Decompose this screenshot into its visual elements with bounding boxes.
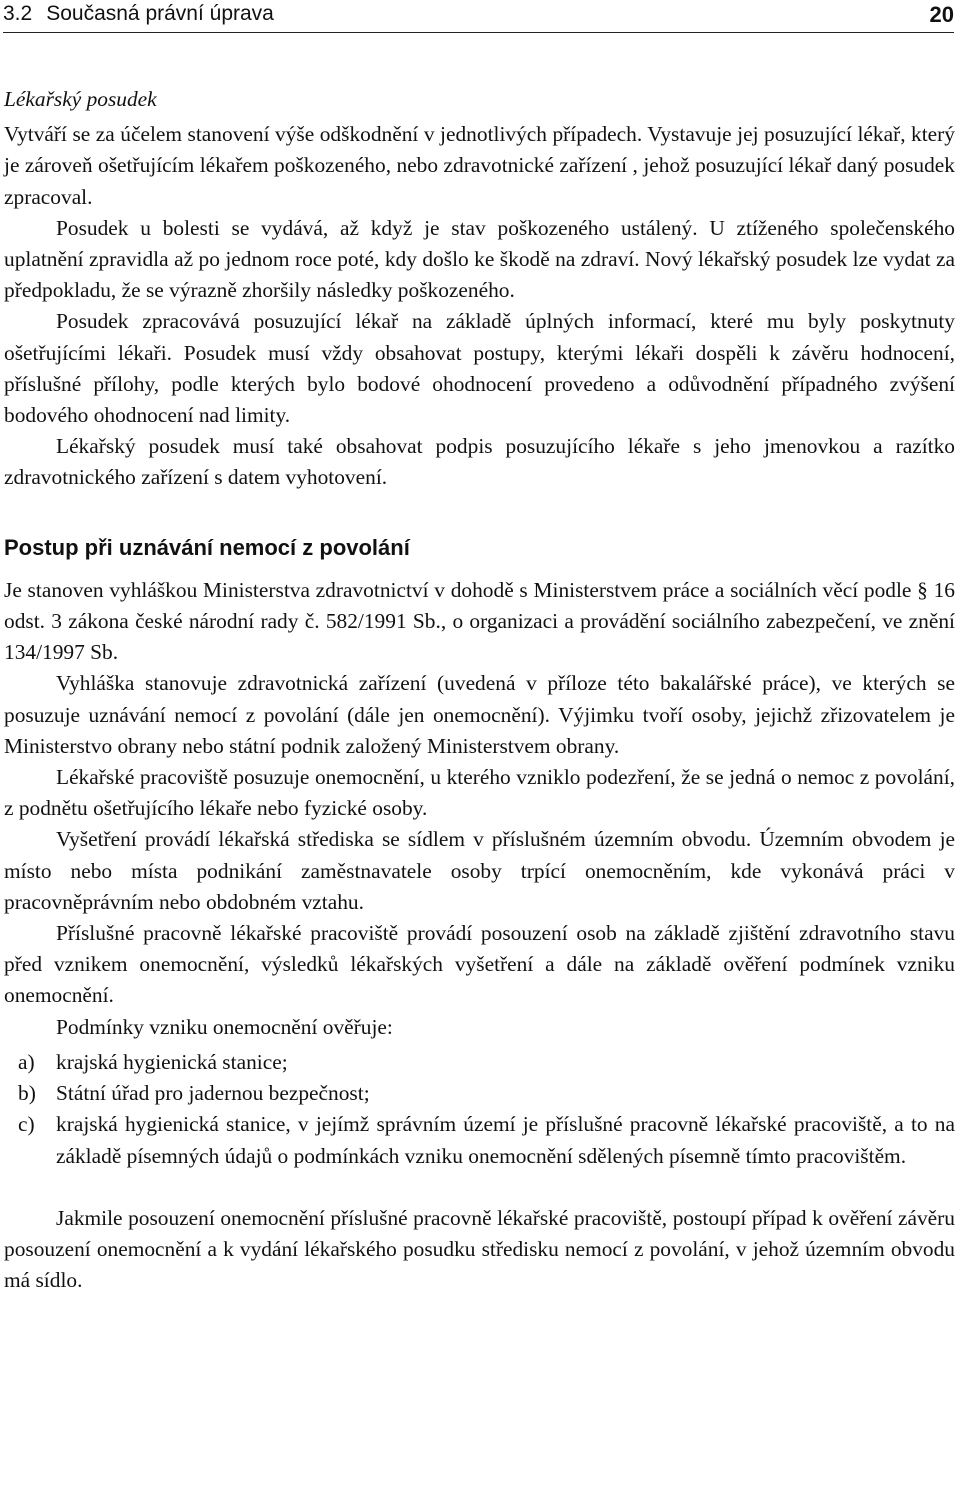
page-number: 20 — [929, 2, 954, 27]
list-label: c) — [18, 1112, 35, 1137]
page-header — [3, 0, 954, 33]
list-item — [4, 1078, 955, 1109]
list-text: krajská hygienická stanice, v jejímž správním území je příslušné pracovně lékařské pracoviště, a to na základě písemných údajů o podmínkách vzniku onemocnění sdělených písemně tímto pracovištěm. — [56, 1112, 955, 1168]
list-item — [4, 1109, 955, 1171]
paragraph: Vytváří se za účelem stanovení výše odškodnění v jednotlivých případech. Vystavuje jej posuzující lékař, který je zároveň ošetřujícím lékařem poškozeného, nebo zdravotnické zařízení , jehož posuzující lékař daný posudek zpracoval. — [4, 122, 955, 209]
enumerated-list — [4, 1047, 955, 1172]
subsection-title: Lékařský posudek — [4, 87, 157, 111]
paragraph: Lékařské pracoviště posuzuje onemocnění, u kterého vzniklo podezření, že se jedná o nemoc z povolání, z podnětu ošetřujícího lékaře nebo fyzické osoby. — [4, 765, 955, 821]
page-body — [4, 84, 955, 1296]
list-label: a) — [18, 1049, 35, 1074]
paragraph: Podmínky vzniku onemocnění ověřuje: — [56, 1014, 393, 1039]
list-text: Státní úřad pro jadernou bezpečnost; — [56, 1081, 370, 1106]
list-text: krajská hygienická stanice; — [56, 1049, 288, 1074]
section-heading: Postup při uznávání nemocí z povolání — [4, 534, 410, 560]
paragraph: Příslušné pracovně lékařské pracoviště provádí posouzení osob na základě zjištění zdravotního stavu před vznikem onemocnění, výsledků lékařských vyšetření a dále na základě ověření podmínek vzniku onemocnění. — [4, 921, 955, 1008]
paragraph: Je stanoven vyhláškou Ministerstva zdravotnictví v dohodě s Ministerstvem práce a sociálních věcí podle § 16 odst. 3 zákona české národní rady č. 582/1991 Sb., o organizaci a provádění sociálního zabezpečení, ve znění 134/1997 Sb. — [4, 577, 955, 665]
paragraph: Vyhláška stanovuje zdravotnická zařízení (uvedená v příloze této bakalářské práce), ve kterých se posuzuje uznávání nemocí z povolání (dále jen onemocnění). Výjimku tvoří osoby, jejichž zřizovatelem je Ministerstvo obrany nebo státní podnik založený Ministerstvem obrany. — [4, 671, 955, 758]
paragraph: Lékařský posudek musí také obsahovat podpis posuzujícího lékaře s jeho jmenovkou a razítko zdravotnického zařízení s datem vyhotovení. — [4, 434, 955, 490]
closing-paragraph: Jakmile posouzení onemocnění příslušné pracovně lékařské pracoviště, postoupí případ k ověření závěru posouzení onemocnění a k vydání lékařského posudku středisku nemocí z povolání, v jehož územním obvodu má sídlo. — [4, 1205, 955, 1293]
list-label: b) — [18, 1081, 36, 1106]
section-number: 3.2 — [3, 2, 33, 25]
spacer — [4, 1172, 955, 1203]
running-head — [3, 2, 274, 26]
section-title: Současná právní úprava — [46, 2, 274, 25]
paragraph: Posudek zpracovává posuzující lékař na základě úplných informací, které mu byly poskytnuty ošetřujícími lékaři. Posudek musí vždy obsahovat postupy, kterými lékaři dospěli k závěru hodnocení, příslušné přílohy, podle kterých bylo bodové ohodnocení provedeno a odůvodnění případného zvýšení bodového ohodnocení nad limity. — [4, 309, 955, 428]
paragraph: Posudek u bolesti se vydává, až když je stav poškozeného ustálený. U ztíženého společenského uplatnění zpravidla až po jednom roce poté, kdy došlo ke škodě na zdraví. Nový lékařský posudek lze vydat za předpokladu, že se výrazně zhoršily následky poškozeného. — [4, 215, 955, 303]
paragraph: Vyšetření provádí lékařská střediska se sídlem v příslušném územním obvodu. Územním obvodem je místo nebo místa podnikání zaměstnavatele osoby trpící onemocněním, kde vykonává práci v pracovněprávním nebo obdobném vztahu. — [4, 827, 955, 914]
list-item — [4, 1047, 955, 1078]
